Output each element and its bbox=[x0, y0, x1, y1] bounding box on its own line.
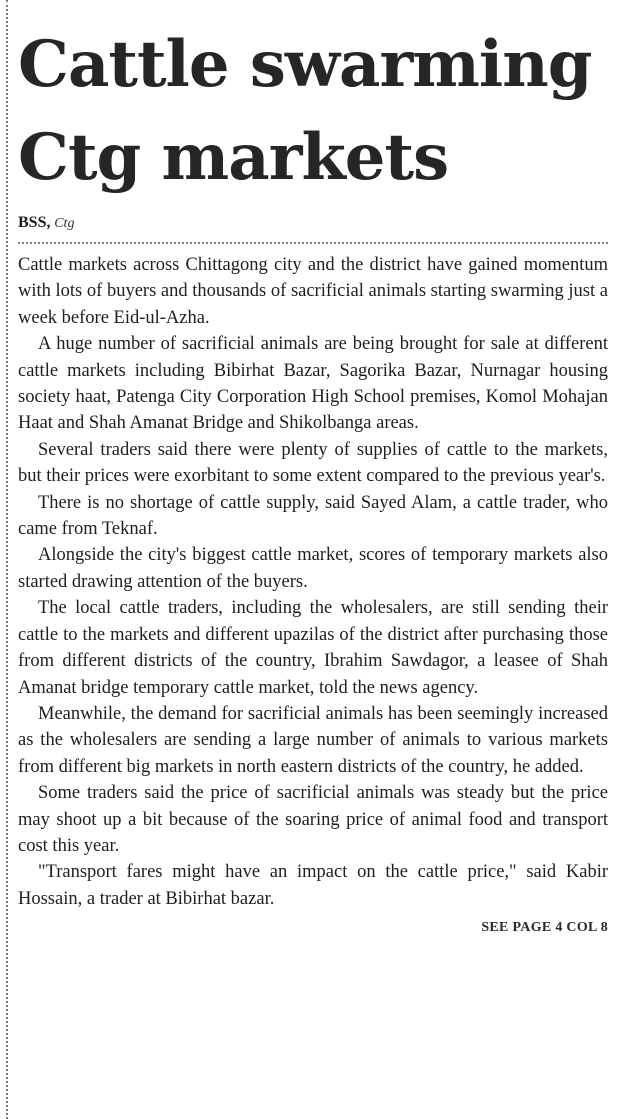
news-article bbox=[18, 0, 608, 936]
headline-line: Ctg markets bbox=[18, 120, 449, 195]
byline-place: Ctg bbox=[54, 216, 75, 231]
paragraph: The local cattle traders, including the wholesalers, are still sending their cattle to the markets and different upazilas of the district after purchasing those from different districts of the country, Ibrahim Sawdagor, a leasee of Shah Amanat bridge temporary cattle market, told the news agency. bbox=[18, 598, 608, 698]
byline bbox=[18, 212, 608, 234]
paragraph: Cattle markets across Chittagong city and the district have gained momentum with lots of buyers and thousands of sacrificial animals starting swarming just a week before Eid-ul-Azha. bbox=[18, 255, 608, 328]
paragraph: A huge number of sacrificial animals are being brought for sale at different cattle markets including Bibirhat Bazar, Sagorika Bazar, Nurnagar housing society haat, Patenga City Corporation High School premises, Komol Mohajan Haat and Shah Amanat Bridge and Shikolbanga areas. bbox=[18, 334, 608, 434]
left-dotted-border bbox=[6, 0, 8, 1119]
paragraph: Alongside the city's biggest cattle market, scores of temporary markets also started drawing attention of the buyers. bbox=[18, 545, 608, 592]
paragraph: There is no shortage of cattle supply, said Sayed Alam, a cattle trader, who came from Teknaf. bbox=[18, 492, 608, 540]
paragraph: Some traders said the price of sacrificial animals was steady but the price may shoot up a bit because of the soaring price of animal food and transport cost this year. bbox=[18, 783, 608, 856]
dotted-divider bbox=[18, 242, 608, 244]
byline-agency: BSS, bbox=[18, 214, 51, 231]
headline bbox=[18, 0, 608, 204]
continued-jump-line: SEE PAGE 4 COL 8 bbox=[481, 920, 608, 936]
paragraph: Meanwhile, the demand for sacrificial animals has been seemingly increased as the wholesalers are sending a large number of animals to various markets from different big markets in north eastern districts of the country, he added. bbox=[18, 703, 608, 777]
article-body bbox=[18, 252, 608, 912]
headline-line: Cattle swarming bbox=[18, 27, 592, 102]
paragraph: "Transport fares might have an impact on the cattle price," said Kabir Hossain, a trader at Bibirhat bazar. bbox=[18, 862, 608, 909]
paragraph: Several traders said there were plenty of supplies of cattle to the markets, but their prices were exorbitant to some extent compared to the previous year's. bbox=[18, 439, 608, 487]
